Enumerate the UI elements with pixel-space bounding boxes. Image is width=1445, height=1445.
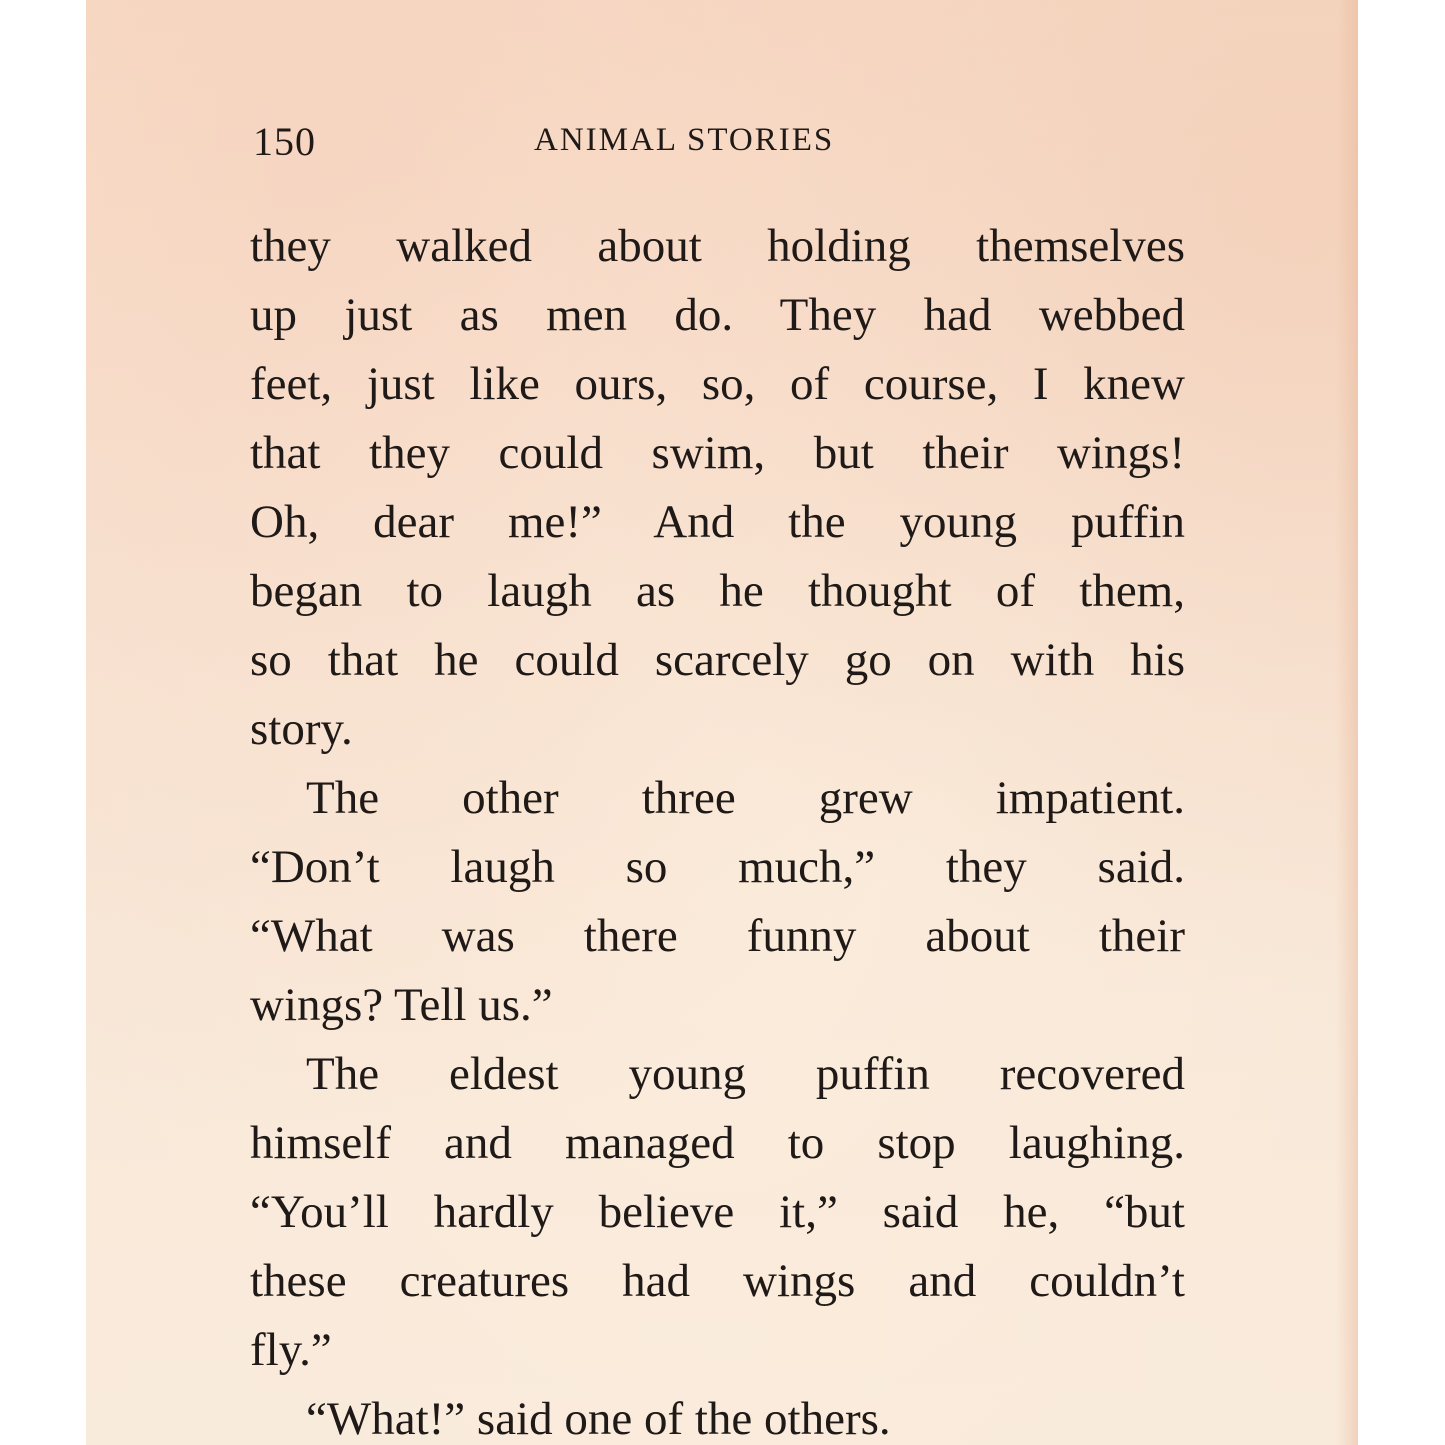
text-line: The other three grew impatient. [306, 772, 1185, 824]
text-line: “What!” said one of the others. [306, 1393, 891, 1445]
running-title: ANIMAL STORIES [534, 122, 835, 158]
text-line: Oh, dear me!” And the young puffin [250, 496, 1185, 548]
text-line: The eldest young puffin recovered [306, 1048, 1185, 1100]
text-line: wings? Tell us.” [250, 979, 553, 1031]
text-line: “You’ll hardly believe it,” said he, “but [250, 1186, 1185, 1238]
page-number: 150 [253, 119, 316, 164]
text-line: they walked about holding themselves [250, 220, 1185, 272]
text-line: fly.” [250, 1324, 332, 1376]
text-line: “What was there funny about their [250, 910, 1185, 962]
text-line: these creatures had wings and couldn’t [250, 1255, 1185, 1307]
running-head [86, 118, 1358, 164]
text-line: story. [250, 703, 353, 755]
text-line: began to laugh as he thought of them, [250, 565, 1185, 617]
text-line: himself and managed to stop laughing. [250, 1117, 1185, 1169]
page-edge-shadow [1336, 0, 1358, 1445]
body-text [250, 212, 1185, 1445]
text-line: that they could swim, but their wings! [250, 427, 1185, 479]
text-line: up just as men do. They had webbed [250, 289, 1185, 341]
text-line: “Don’t laugh so much,” they said. [250, 841, 1185, 893]
book-page [86, 0, 1358, 1445]
text-line: feet, just like ours, so, of course, I knew [250, 358, 1185, 410]
text-line: so that he could scarcely go on with his [250, 634, 1185, 686]
